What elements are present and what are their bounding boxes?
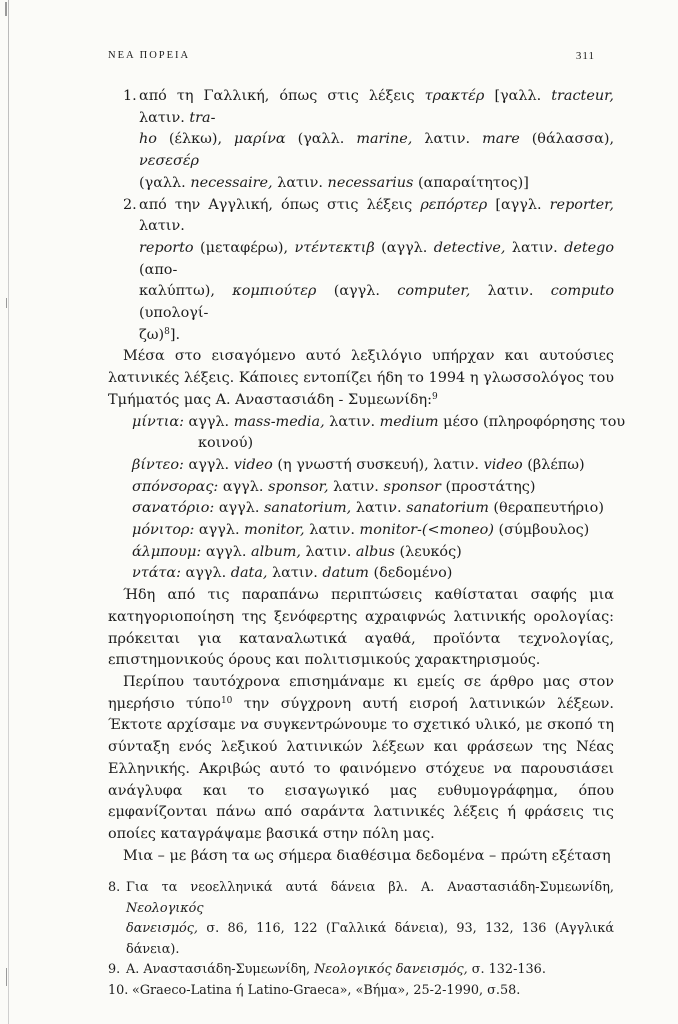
page-number: 311 (575, 50, 595, 62)
example-entry: μόνιτορ: αγγλ. monitor, λατιν. monitor-(<moneo) (σύμβουλος) (132, 522, 590, 539)
footnote-ref: 10 (220, 695, 233, 706)
edge-mark (6, 968, 7, 986)
running-head (108, 50, 595, 68)
example-entry: σπόνσορας: αγγλ. sponsor, λατιν. sponsor (προστάτης) (132, 478, 536, 495)
example-entry: μίντια: αγγλ. mass-media, λατιν. medium μέσο (πληροφόρησης του (132, 413, 626, 430)
paragraph: Μέσα στο εισαγόμενο αυτό λεξιλόγιο υπήρχαν και αυτούσιες λατινικές λέξεις. Κάποιες εντοπίζει ήδη το 1994 η γλωσσολόγος του Τμήματός μας Α. Αναστασιάδη - Συμεωνίδη:$^9$ (108, 348, 614, 408)
footnote-10: 10. «Graeco-Latina ή Latino-Graeca», «Βήμα», 25-2-1990, σ.58. (108, 982, 521, 998)
paragraph: Περίπου ταυτόχρονα επισημάναμε κι εμείς σε άρθρο μας στον ημερήσιο τύπο$^{10}$ την σύγχρονη αυτή εισροή λατινικών λέξεων. Έκτοτε αρχίσαμε να συγκεντρώνουμε το σχετικό υλικό, με σκοπό τη σύνταξη ενός λεξικού λατινικών λέξεων και φράσεων της Νέας Ελληνικής. Ακριβώς αυτό το φαινόμενο στόχευε να παρουσιάσει ανάγλυφα και το εισαγωγικό μας ευθυμογράφημα, όπου εμφανίζονται πάνω από σαράντα λατινικές λέξεις ή φράσεις τις οποίες καταγράψαμε βασικά στην πόλη μας. (108, 673, 615, 842)
example-entry: ντάτα: αγγλ. data, λατιν. datum (δεδομένο) (132, 565, 453, 582)
paragraph: Ήδη από τις παραπάνω περιπτώσεις καθίσταται σαφής μια κατηγοριοποίηση της ξενόφερτης αχραιφνώς λατινικής ορολογίας: πρόκειται για καταναλωτικά αγαθά, προϊόντα τεχνολογίας, επιστημονικούς όρους και πολιτισμικούς χαρακτηρισμούς. (108, 587, 614, 669)
footnotes (108, 878, 614, 1002)
edge-mark (5, 2, 7, 16)
footnote-ref: 9 (431, 391, 438, 402)
body-text (108, 86, 626, 867)
footnote-9: 9. Α. Αναστασιάδη-Συμεωνίδη, Νεολογικός δανεισμός, σ. 132-136. (108, 962, 546, 978)
footnote-8: 8. Για τα νεοελληνικά αυτά δάνεια βλ. Α. Αναστασιάδη-Συμεωνίδη, Νεολογικός δανεισμός, σ. 86, 116, 122 (Γαλλικά δάνεια), 93, 132, 136 (Αγγλικά δάνεια). (108, 880, 614, 957)
journal-name: ΝΕΑ ΠΟΡΕΙΑ (108, 50, 191, 61)
list-item-french: 1. από τη Γαλλική, όπως στις λέξεις τρακτέρ [γαλλ. tracteur, λατιν. tra- ho (έλκω), μαρίνα (γαλλ. marine, λατιν. mare (θάλασσα), νεσεσέρ (γαλλ. necessaire, λατιν. necessarius (απαραίτητος)] (123, 88, 615, 191)
example-entry: σανατόριο: αγγλ. sanatorium, λατιν. sanatorium (θεραπευτήριο) (132, 500, 604, 517)
paragraph: Μια – με βάση τα ως σήμερα διαθέσιμα δεδομένα – πρώτη εξέταση (123, 847, 611, 864)
list-number: 1. (123, 88, 137, 104)
example-entry: άλμπουμ: αγγλ. album, λατιν. albus (λευκός) (132, 543, 462, 560)
example-entry-continuation: κοινού) (198, 435, 254, 452)
example-entry: βίντεο: αγγλ. video (η γνωστή συσκευή), λατιν. video (βλέπω) (132, 456, 585, 473)
footnote-ref: 8 (164, 326, 170, 337)
edge-mark (6, 298, 7, 308)
page-edge-line (8, 0, 9, 1024)
list-item-english: 2. από την Αγγλική, όπως στις λέξεις ρεπόρτερ [αγγλ. reporter, λατιν. reporto (μεταφέρω), ντέντεκτιβ (αγγλ. detective, λατιν. detego (απο- καλύπτω), κομπιούτερ (αγγλ. computer, λατιν. computo (υπολογί- ζω)$^8$]. (123, 196, 615, 343)
list-number: 2. (123, 196, 137, 213)
